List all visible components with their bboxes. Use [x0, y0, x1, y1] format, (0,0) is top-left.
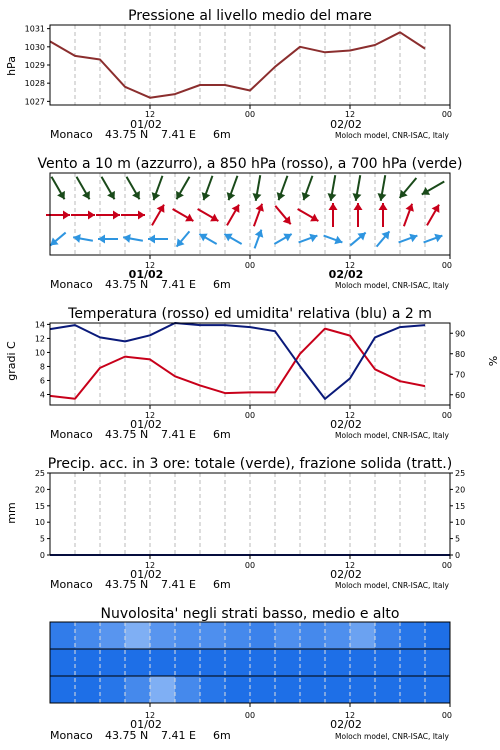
y-tick-label: 70	[455, 370, 466, 380]
y-tick-label: 8	[39, 362, 45, 372]
footer-alt: 6m	[213, 729, 231, 742]
y-tick-label: 10	[34, 348, 45, 358]
cloud-cell	[225, 622, 251, 650]
wind-chart-title: Vento a 10 m (azzurro), a 850 hPa (rosso), a 700 hPa (verde)	[37, 156, 463, 172]
cloud-cell	[225, 649, 251, 677]
wind-arrow-head	[98, 235, 105, 244]
footer-alt: 6m	[213, 278, 231, 291]
footer-lon: 7.41 E	[161, 578, 196, 591]
cloud-cell	[350, 676, 376, 704]
x-tick-label: 00	[441, 110, 452, 119]
y-tick-label: 20	[34, 485, 45, 495]
cloud-cell	[375, 676, 401, 704]
precip-chart-title: Precip. acc. in 3 ore: totale (verde), frazione solida (tratt.)	[47, 456, 453, 472]
cloud-cell	[325, 622, 351, 650]
cloud-cell	[75, 649, 101, 677]
footer-lon: 7.41 E	[161, 428, 196, 441]
x-tick-label: 12	[344, 561, 356, 570]
x-date-label: 01/02	[130, 568, 162, 581]
x-tick-label: 12	[144, 561, 156, 570]
cloud-cell	[250, 649, 276, 677]
cloud-cell	[275, 676, 301, 704]
y-tick-label: 80	[455, 349, 466, 359]
y-tick-label: 60	[455, 390, 466, 400]
x-tick-label: 12	[344, 261, 356, 270]
x-tick-label: 00	[441, 261, 452, 270]
footer-location: Monaco	[50, 428, 93, 441]
pressure-y-label: hPa	[5, 56, 18, 76]
y-tick-label: 10	[455, 518, 466, 528]
wind-arrow-head	[148, 235, 155, 244]
y-tick-label: 25	[455, 469, 466, 478]
cloud-cell	[425, 676, 451, 704]
footer-lon: 7.41 E	[161, 278, 196, 291]
cloud-cell	[200, 676, 226, 704]
x-date-label: 01/02	[130, 418, 162, 431]
cloud-cell	[250, 676, 276, 704]
cloud-cell	[375, 649, 401, 677]
y-tick-label: 10	[34, 518, 45, 528]
x-date-label: 02/02	[330, 418, 362, 431]
footer-alt: 6m	[213, 128, 231, 141]
cloud-cell	[425, 622, 451, 650]
y-tick-label: 5	[39, 534, 45, 544]
x-date-label: 02/02	[330, 718, 362, 731]
cloud-cell	[150, 676, 176, 704]
y-tick-label: 4	[39, 390, 45, 400]
cloud-cell	[50, 622, 76, 650]
pressure-chart-title: Pressione al livello medio del mare	[128, 8, 372, 24]
footer-location: Monaco	[50, 729, 93, 742]
cloud-cell	[275, 649, 301, 677]
cloud-cell	[100, 622, 126, 650]
cloud-chart-title: Nuvolosita' negli strati basso, medio e alto	[100, 606, 400, 622]
cloud-cell	[325, 676, 351, 704]
x-tick-label: 00	[441, 711, 452, 720]
plot-frame	[50, 473, 450, 555]
x-date-label: 01/02	[130, 718, 162, 731]
x-date-label: 01/02	[128, 268, 164, 281]
footer-credit: Moloch model, CNR-ISAC, Italy	[335, 281, 449, 290]
y-tick-label: 14	[34, 320, 45, 330]
wind-arrow-head	[354, 203, 363, 210]
cloud-cell	[200, 622, 226, 650]
x-date-label: 02/02	[328, 268, 364, 281]
x-tick-label: 12	[144, 411, 156, 420]
footer-credit: Moloch model, CNR-ISAC, Italy	[335, 431, 449, 440]
pressure-footer	[50, 128, 450, 141]
x-date-label: 02/02	[330, 118, 362, 131]
humidity-y-label: %	[486, 355, 499, 367]
footer-credit: Moloch model, CNR-ISAC, Italy	[335, 732, 449, 741]
footer-location: Monaco	[50, 128, 93, 141]
footer-alt: 6m	[213, 578, 231, 591]
footer-lat: 43.75 N	[105, 578, 149, 591]
wind-arrow-head	[63, 211, 70, 220]
wind-arrow-head	[329, 203, 338, 210]
y-tick-label: 1029	[24, 61, 45, 70]
y-tick-label: 1028	[24, 79, 45, 89]
footer-location: Monaco	[50, 578, 93, 591]
cloud-cell	[375, 622, 401, 650]
footer-lon: 7.41 E	[161, 128, 196, 141]
cloud-cell	[200, 649, 226, 677]
cloud-cell	[50, 676, 76, 704]
precip-footer	[50, 578, 450, 591]
x-tick-label: 12	[144, 110, 156, 119]
temperature-chart-title: Temperatura (rosso) ed umidita' relativa (blu) a 2 m	[68, 306, 432, 322]
cloud-cell	[400, 676, 426, 704]
x-tick-label: 00	[244, 261, 256, 270]
cloud-cell	[125, 622, 151, 650]
cloud-cell	[100, 649, 126, 677]
cloud-cell	[300, 649, 326, 677]
cloud-cell	[75, 622, 101, 650]
footer-alt: 6m	[213, 428, 231, 441]
cloud-cell	[300, 676, 326, 704]
cloud-cell	[300, 622, 326, 650]
x-tick-label: 12	[144, 711, 156, 720]
cloud-cell	[400, 649, 426, 677]
x-tick-label: 00	[244, 561, 256, 570]
x-date-label: 01/02	[130, 118, 162, 131]
y-tick-label: 15	[34, 501, 45, 511]
cloud-cell	[350, 649, 376, 677]
cloud-cell	[425, 649, 451, 677]
x-tick-label: 00	[244, 411, 256, 420]
footer-location: Monaco	[50, 278, 93, 291]
pressure-line	[50, 32, 425, 97]
y-tick-label: 6	[39, 376, 45, 386]
y-tick-label: 20	[455, 485, 466, 495]
footer-lon: 7.41 E	[161, 729, 196, 742]
wind-arrow-head	[138, 211, 145, 220]
wind-footer	[50, 278, 450, 291]
cloud-cell	[400, 622, 426, 650]
y-tick-label: 90	[455, 329, 466, 339]
cloud-cell	[250, 622, 276, 650]
cloud-cell	[225, 676, 251, 704]
cloud-cell	[325, 649, 351, 677]
wind-arrow-head	[379, 203, 388, 210]
footer-lat: 43.75 N	[105, 428, 149, 441]
cloud-cell	[50, 649, 76, 677]
cloud-footer	[50, 729, 450, 742]
cloud-cell	[350, 622, 376, 650]
footer-lat: 43.75 N	[105, 278, 149, 291]
precip-y-label: mm	[5, 502, 18, 524]
y-tick-label: 25	[34, 469, 45, 478]
temperature-y-label: gradi C	[5, 341, 18, 381]
cloud-cell	[175, 676, 201, 704]
cloud-cell	[125, 649, 151, 677]
footer-credit: Moloch model, CNR-ISAC, Italy	[335, 581, 449, 590]
y-tick-label: 1031	[24, 24, 45, 34]
footer-lat: 43.75 N	[105, 729, 149, 742]
y-tick-label: 1030	[24, 42, 45, 52]
y-tick-label: 0	[39, 551, 45, 560]
x-tick-label: 12	[344, 411, 356, 420]
cloud-cell	[275, 622, 301, 650]
cloud-cell	[175, 649, 201, 677]
y-tick-label: 12	[34, 334, 45, 344]
x-tick-label: 12	[344, 110, 356, 119]
cloud-cell	[150, 649, 176, 677]
y-tick-label: 1027	[24, 97, 45, 107]
x-tick-label: 00	[441, 411, 452, 420]
x-tick-label: 12	[144, 261, 156, 270]
wind-arrow-head	[113, 211, 120, 220]
cloud-cell	[125, 676, 151, 704]
wind-arrow-head	[88, 211, 95, 220]
footer-lat: 43.75 N	[105, 128, 149, 141]
x-tick-label: 00	[441, 561, 452, 570]
x-date-label: 02/02	[330, 568, 362, 581]
cloud-cell	[175, 622, 201, 650]
y-tick-label: 15	[455, 501, 466, 511]
x-tick-label: 12	[344, 711, 356, 720]
cloud-cell	[150, 622, 176, 650]
y-tick-label: 5	[455, 534, 461, 544]
x-tick-label: 00	[244, 110, 256, 119]
cloud-cell	[75, 676, 101, 704]
x-tick-label: 00	[244, 711, 256, 720]
footer-credit: Moloch model, CNR-ISAC, Italy	[335, 131, 449, 140]
y-tick-label: 0	[455, 551, 461, 560]
temperature-footer	[50, 428, 450, 441]
cloud-cell	[100, 676, 126, 704]
